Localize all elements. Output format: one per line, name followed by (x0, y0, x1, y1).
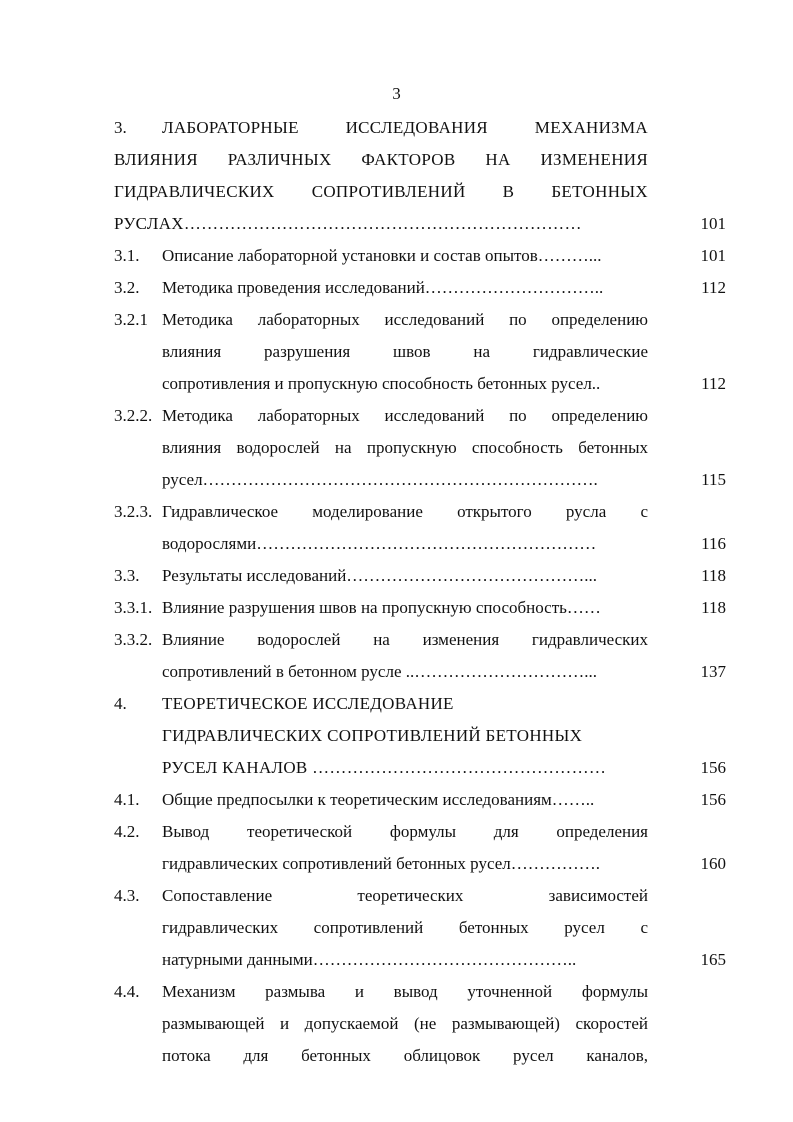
toc-line: влияния разрушения швов на гидравлические (162, 342, 648, 361)
toc-line: Сопоставление теоретических зависимостей (162, 886, 648, 905)
toc-page-ref: 116 (701, 534, 726, 553)
toc-line: Результаты исследований……………………………………... (162, 566, 598, 585)
toc-entry-title (162, 496, 648, 560)
toc-page-ref: 112 (701, 278, 726, 297)
toc-line: гидравлических сопротивлений бетонных русел……………. (162, 854, 600, 873)
toc-page-ref: 101 (700, 246, 726, 265)
toc-line: натурными данными……………………………………….. (162, 950, 577, 969)
toc-entry-title (162, 592, 648, 624)
toc-line: ВЛИЯНИЯ РАЗЛИЧНЫХ ФАКТОРОВ НА ИЗМЕНЕНИЯ (114, 150, 648, 169)
toc-page-ref: 115 (701, 470, 726, 489)
toc-entry-3-3-1 (114, 592, 726, 624)
toc-entry-title (114, 112, 648, 240)
toc-line: Влияние водорослей на изменения гидравлических (162, 630, 648, 649)
toc-entry-number: 3.2.3. (114, 502, 153, 521)
toc-entry-3-2-2 (114, 400, 726, 496)
toc-page-ref: 137 (700, 662, 726, 681)
toc-entry-3-3 (114, 560, 726, 592)
toc-entry-number: 4.4. (114, 982, 140, 1001)
toc-entry-number: 3.3. (114, 566, 140, 585)
toc-entry-4-4 (114, 976, 726, 1072)
toc-line: гидравлических сопротивлений бетонных русел с (162, 918, 648, 937)
toc-page-ref: 156 (700, 790, 726, 809)
toc-entry-number: 4.2. (114, 822, 140, 841)
toc-page-ref: 112 (701, 374, 726, 393)
toc-entry-title (162, 976, 648, 1072)
toc-line: Вывод теоретической формулы для определения (162, 822, 648, 841)
toc-line: Методика проведения исследований………………………….. (162, 278, 604, 297)
toc-line: Описание лабораторной установки и состав опытов………... (162, 246, 602, 265)
toc-entry-title (162, 688, 648, 784)
toc-line: ГИДРАВЛИЧЕСКИХ СОПРОТИВЛЕНИЙ БЕТОННЫХ (162, 726, 583, 745)
toc-line: потока для бетонных облицовок русел каналов, (162, 1046, 648, 1065)
toc-entry-4-1 (114, 784, 726, 816)
toc-entry-title (162, 784, 648, 816)
toc-entry-3-2 (114, 272, 726, 304)
toc-entry-number: 3.2.1 (114, 310, 148, 329)
toc-line: ЛАБОРАТОРНЫЕ ИССЛЕДОВАНИЯ МЕХАНИЗМА (162, 118, 648, 137)
toc-line: РУСЛАХ…………………………………………………………… (114, 214, 582, 233)
toc-entry-title (162, 400, 648, 496)
toc-line: сопротивлений в бетонном русле ..…………………………... (162, 662, 598, 681)
toc-line: Механизм размыва и вывод уточненной формулы (162, 982, 648, 1001)
toc-entry-number: 3.1. (114, 246, 140, 265)
toc-line: сопротивления и пропускную способность бетонных русел.. (162, 374, 601, 393)
toc-line: Методика лабораторных исследований по определению (162, 310, 648, 329)
toc-line: Гидравлическое моделирование открытого русла с (162, 502, 648, 521)
toc-line: влияния водорослей на пропускную способность бетонных (162, 438, 648, 457)
toc-entry-number: 3. (114, 118, 127, 137)
toc-entry-number: 3.2.2. (114, 406, 153, 425)
toc-entry-4-3 (114, 880, 726, 976)
toc-entry-4-2 (114, 816, 726, 880)
toc-entry-title (162, 816, 648, 880)
toc-entry-number: 4.1. (114, 790, 140, 809)
toc-entry-3-2-3 (114, 496, 726, 560)
toc-line: ТЕОРЕТИЧЕСКОЕ ИССЛЕДОВАНИЕ (162, 694, 454, 713)
toc-line: водорослями…………………………………………………… (162, 534, 597, 553)
toc-line: Методика лабораторных исследований по определению (162, 406, 648, 425)
toc-entry-title (162, 880, 648, 976)
toc-line: размывающей и допускаемой (не размывающей) скоростей (162, 1014, 648, 1033)
toc-line: РУСЕЛ КАНАЛОВ …………………………………………… (162, 758, 607, 777)
toc-entry-number: 3.2. (114, 278, 140, 297)
toc-entry-3-3-2 (114, 624, 726, 688)
toc-page-ref: 101 (700, 214, 726, 233)
toc-line: Общие предпосылки к теоретическим исследованиям…….. (162, 790, 595, 809)
toc-entry-number: 3.3.1. (114, 598, 153, 617)
toc-entry-3-1 (114, 240, 726, 272)
toc-entry-3 (114, 112, 726, 240)
toc-entry-title (162, 240, 648, 272)
toc-line: русел……………………………………………………………. (162, 470, 598, 489)
toc-page-ref: 160 (700, 854, 726, 873)
toc-page-ref: 118 (701, 566, 726, 585)
table-of-contents (114, 112, 726, 1072)
toc-page-ref: 165 (700, 950, 726, 969)
toc-entry-title (162, 560, 648, 592)
toc-entry-3-2-1 (114, 304, 726, 400)
toc-line: Влияние разрушения швов на пропускную способность…… (162, 598, 601, 617)
toc-line: ГИДРАВЛИЧЕСКИХ СОПРОТИВЛЕНИЙ В БЕТОННЫХ (114, 182, 648, 201)
toc-page-ref: 156 (700, 758, 726, 777)
toc-entry-4 (114, 688, 726, 784)
toc-page-ref: 118 (701, 598, 726, 617)
toc-entry-number: 3.3.2. (114, 630, 153, 649)
toc-entry-title (162, 272, 648, 304)
page-number: 3 (392, 84, 401, 103)
toc-entry-title (162, 624, 648, 688)
toc-entry-number: 4.3. (114, 886, 140, 905)
toc-entry-title (162, 304, 648, 400)
toc-entry-number: 4. (114, 694, 127, 713)
